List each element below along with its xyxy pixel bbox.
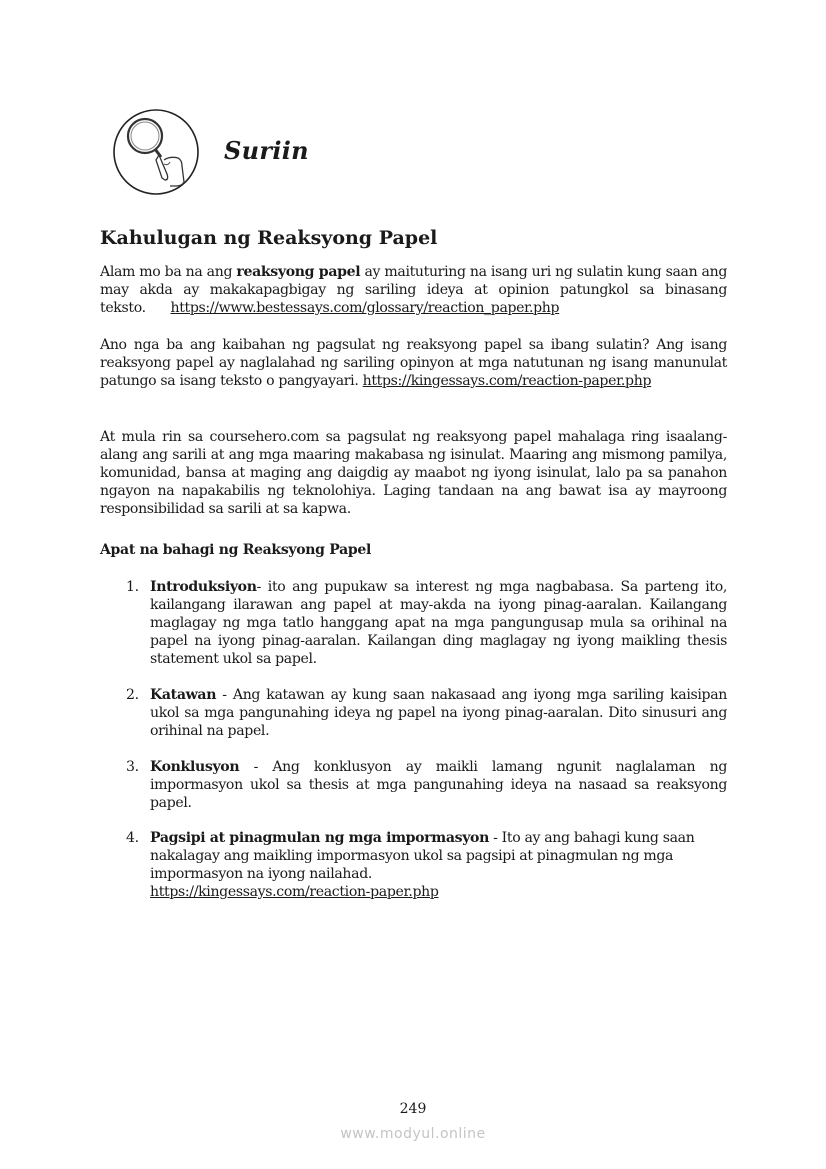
- list-number: 2.: [126, 687, 139, 703]
- page-number: 249: [399, 1101, 427, 1117]
- list-item: 1. Introduksiyon- ito ang pupukaw sa interest ng mga nagbabasa. Sa parteng ito, kailangang ilarawan ang papel at may-akda na iyong pinag-aaralan. Kailangang maglagay ng mga tatlo hanggang apat na mga pangungusap mula sa orihinal na papel na iyong pinag-aaralan. Kailangan ding maglagay ng iyong maikling thesis statement ukol sa papel.: [126, 579, 727, 667]
- list-term: Introduksiyon: [150, 579, 257, 595]
- paragraph-difference: Ano nga ba ang kaibahan ng pagsulat ng reaksyong papel sa ibang sulatin? Ang isang reaksyong papel ay naglalahad ng sariling opinyon at mga natutunan ng isang manunulat patungo sa isang teksto o pangyayari. https://kingessays.com/reaction-paper.php: [100, 337, 727, 389]
- list-item: 4. Pagsipi at pinagmulan ng mga impormasyon - Ito ay ang bahagi kung saan nakalagay ang maikling impormasyon ukol sa pagsipi at pinagmulan ng mga impormasyon na iyong nailahad. https://kingessays.com/reaction-paper.php: [126, 830, 695, 900]
- source-link-bestessays[interactable]: https://www.bestessays.com/glossary/reaction_paper.php: [170, 300, 560, 316]
- list-term: Konklusyon: [150, 759, 240, 775]
- paragraph-definition: Alam mo ba na ang reaksyong papel ay maituturing na isang uri ng sulatin kung saan ang may akda ay makakapagbigay ng sariling ideya at opinion patungkol sa binasang teksto. https://www.bestessays.com/glossary/reaction_paper.php: [100, 264, 728, 316]
- source-link-kingessays[interactable]: https://kingessays.com/reaction-paper.php: [362, 373, 652, 389]
- list-number: 4.: [126, 830, 139, 846]
- list-term: Pagsipi at pinagmulan ng mga impormasyon: [150, 830, 489, 846]
- section-title: Suriin: [224, 136, 309, 165]
- list-item: 3. Konklusyon - Ang konklusyon ay maikli lamang ngunit naglalaman ng impormasyon ukol sa thesis at mga pangunahing ideya na nasaad sa reaksyong papel.: [126, 759, 727, 811]
- emphasized-term: reaksyong papel: [236, 264, 361, 280]
- watermark: www.modyul.online: [340, 1126, 486, 1142]
- list-number: 1.: [126, 579, 139, 595]
- list-item: 2. Katawan - Ang katawan ay kung saan nakasaad ang iyong mga sariling kaisipan ukol sa mga pangunahing ideya ng papel na iyong pinag-aaralan. Dito sinusuri ang orihinal na papel.: [126, 687, 727, 739]
- source-link-kingessays-2[interactable]: https://kingessays.com/reaction-paper.php: [150, 884, 439, 900]
- parts-heading: Apat na bahagi ng Reaksyong Papel: [100, 542, 371, 558]
- list-number: 3.: [126, 759, 139, 775]
- list-term: Katawan: [150, 687, 217, 703]
- page-heading: Kahulugan ng Reaksyong Papel: [100, 227, 438, 249]
- paragraph-coursehero: At mula rin sa coursehero.com sa pagsulat ng reaksyong papel mahalaga ring isaalang-alang ang sarili at ang mga maaring makabasa ng isinulat. Maaring ang mismong pamilya, komunidad, bansa at maging ang daigdig ay maabot ng iyong isinulat, lalo pa sa panahon ngayon na napakabilis ng teknolohiya. Laging tandaan na ang bawat isa ay mayroong responsibilidad sa sarili at sa kapwa.: [100, 429, 727, 517]
- magnifying-glass-hand-icon: [112, 108, 200, 196]
